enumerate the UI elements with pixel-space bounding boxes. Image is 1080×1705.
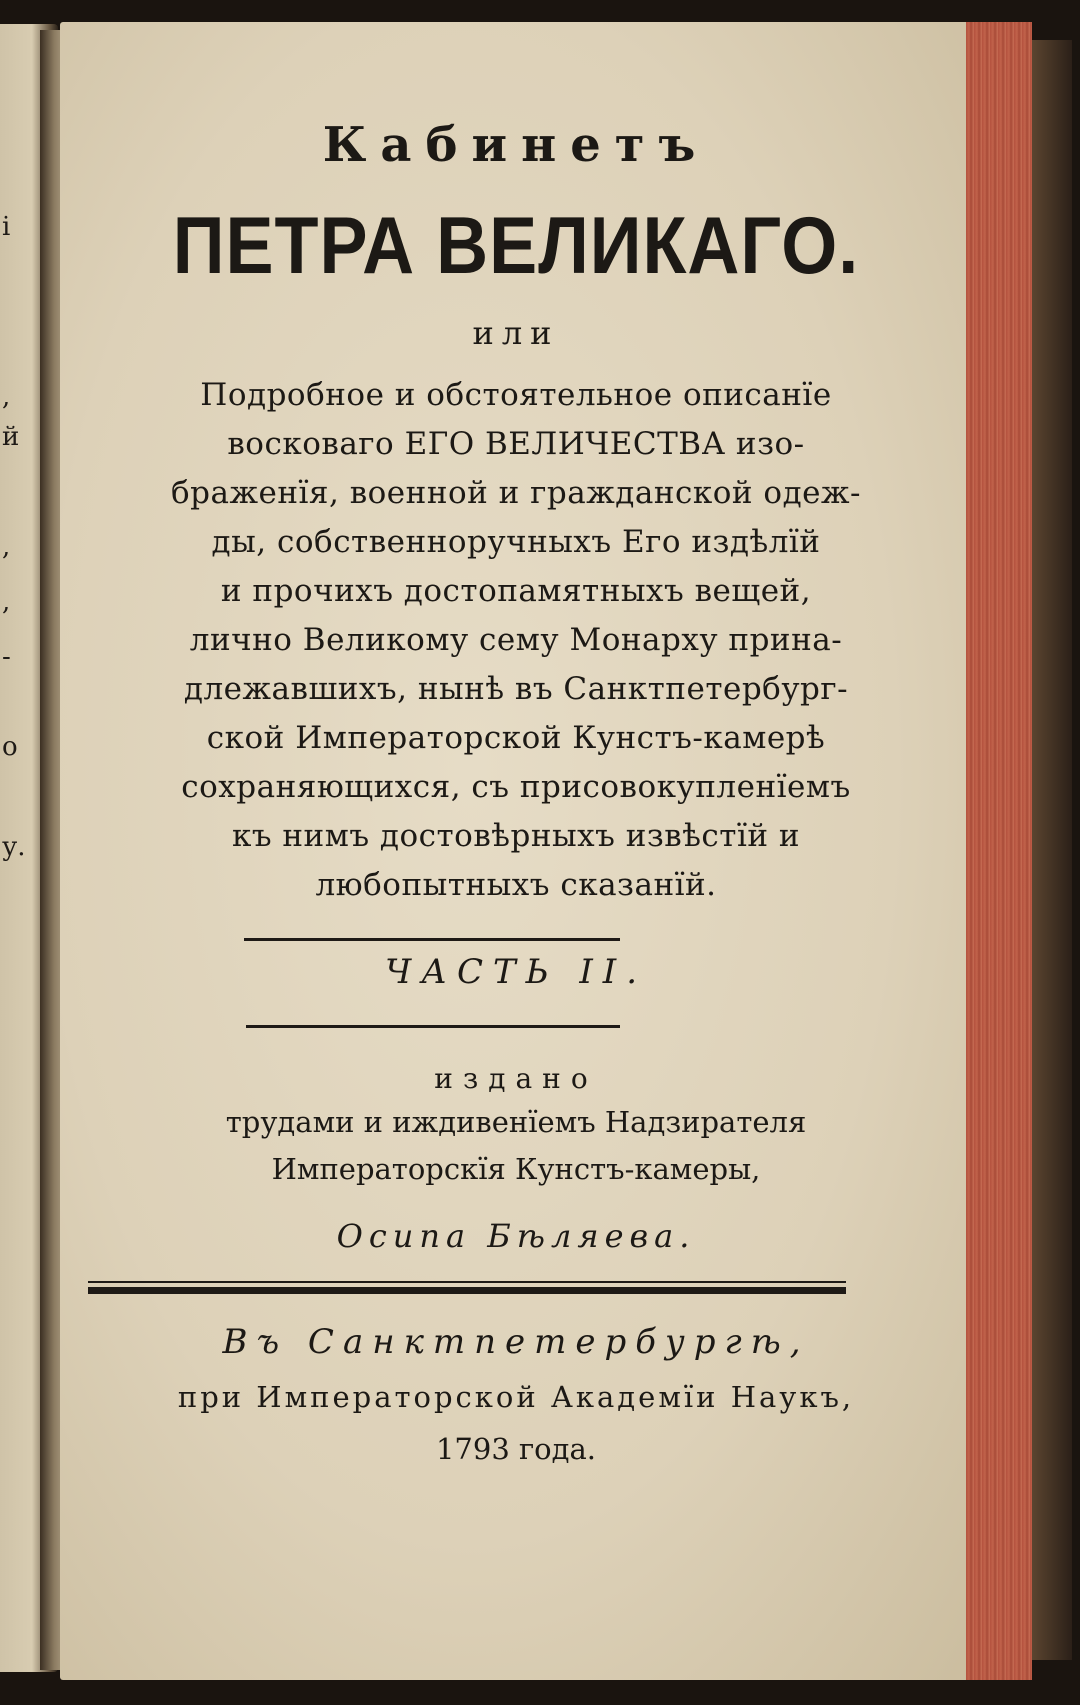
description-line: сохраняющихся, съ присовокупленїемъ	[181, 769, 851, 805]
published-label: издано	[434, 1062, 598, 1095]
description-line: любопытныхъ сказанїй.	[315, 867, 717, 903]
description-line: восковаго ЕГО ВЕЛИЧЕСТВА изо-	[227, 426, 805, 462]
left-mark: й	[2, 422, 20, 452]
description-line: ды, собственноручныхъ Его издѣлїй	[211, 524, 821, 560]
publisher-line-1: трудами и иждивенїемъ Надзирателя	[225, 1105, 807, 1139]
left-mark: о	[2, 732, 18, 762]
part-number: ЧАСТЬ II.	[384, 952, 648, 992]
title-line-2: ПЕТРА ВЕЛИКАГО.	[172, 201, 860, 291]
publisher-line-2: Императорскїя Кунстъ-камеры,	[271, 1152, 761, 1186]
red-page-edge	[966, 22, 1032, 1680]
description-line: ской Императорской Кунстъ-камерѣ	[206, 720, 826, 756]
left-mark: ,	[2, 382, 11, 412]
description-line: къ нимъ достовѣрныхъ извѣстїй и	[231, 818, 801, 854]
thick-rule	[88, 1287, 846, 1294]
imprint-academy: при Императорской Академїи Наукъ,	[177, 1380, 855, 1414]
publisher-name: Осипа Бѣляева.	[336, 1217, 696, 1255]
imprint-year: 1793 года.	[435, 1432, 597, 1466]
description-line: браженїя, военной и гражданской одеж-	[171, 475, 861, 511]
description-line: и прочихъ достопамятныхъ вещей,	[220, 573, 812, 609]
left-mark: ,	[2, 587, 11, 617]
title-connector: или	[472, 314, 560, 352]
title-page-text	[60, 22, 972, 1680]
divider-rule-bottom	[246, 1025, 620, 1028]
title-line-1: Кабинетъ	[322, 117, 710, 173]
left-mark: і	[2, 212, 11, 242]
thin-rule	[88, 1281, 846, 1283]
left-mark: ,	[2, 532, 11, 562]
imprint-city: Въ Санктпетербургѣ,	[222, 1322, 810, 1362]
left-mark: у.	[2, 832, 26, 862]
description-line: длежавшихъ, нынѣ въ Санктпетербург-	[183, 671, 849, 707]
description-line: Подробное и обстоятельное описанїе	[200, 377, 832, 413]
divider-rule-top	[244, 938, 620, 941]
book-cover-edge	[1032, 40, 1072, 1660]
description-line: лично Великому сему Монарху прина-	[189, 622, 843, 658]
left-mark: -	[2, 642, 11, 672]
